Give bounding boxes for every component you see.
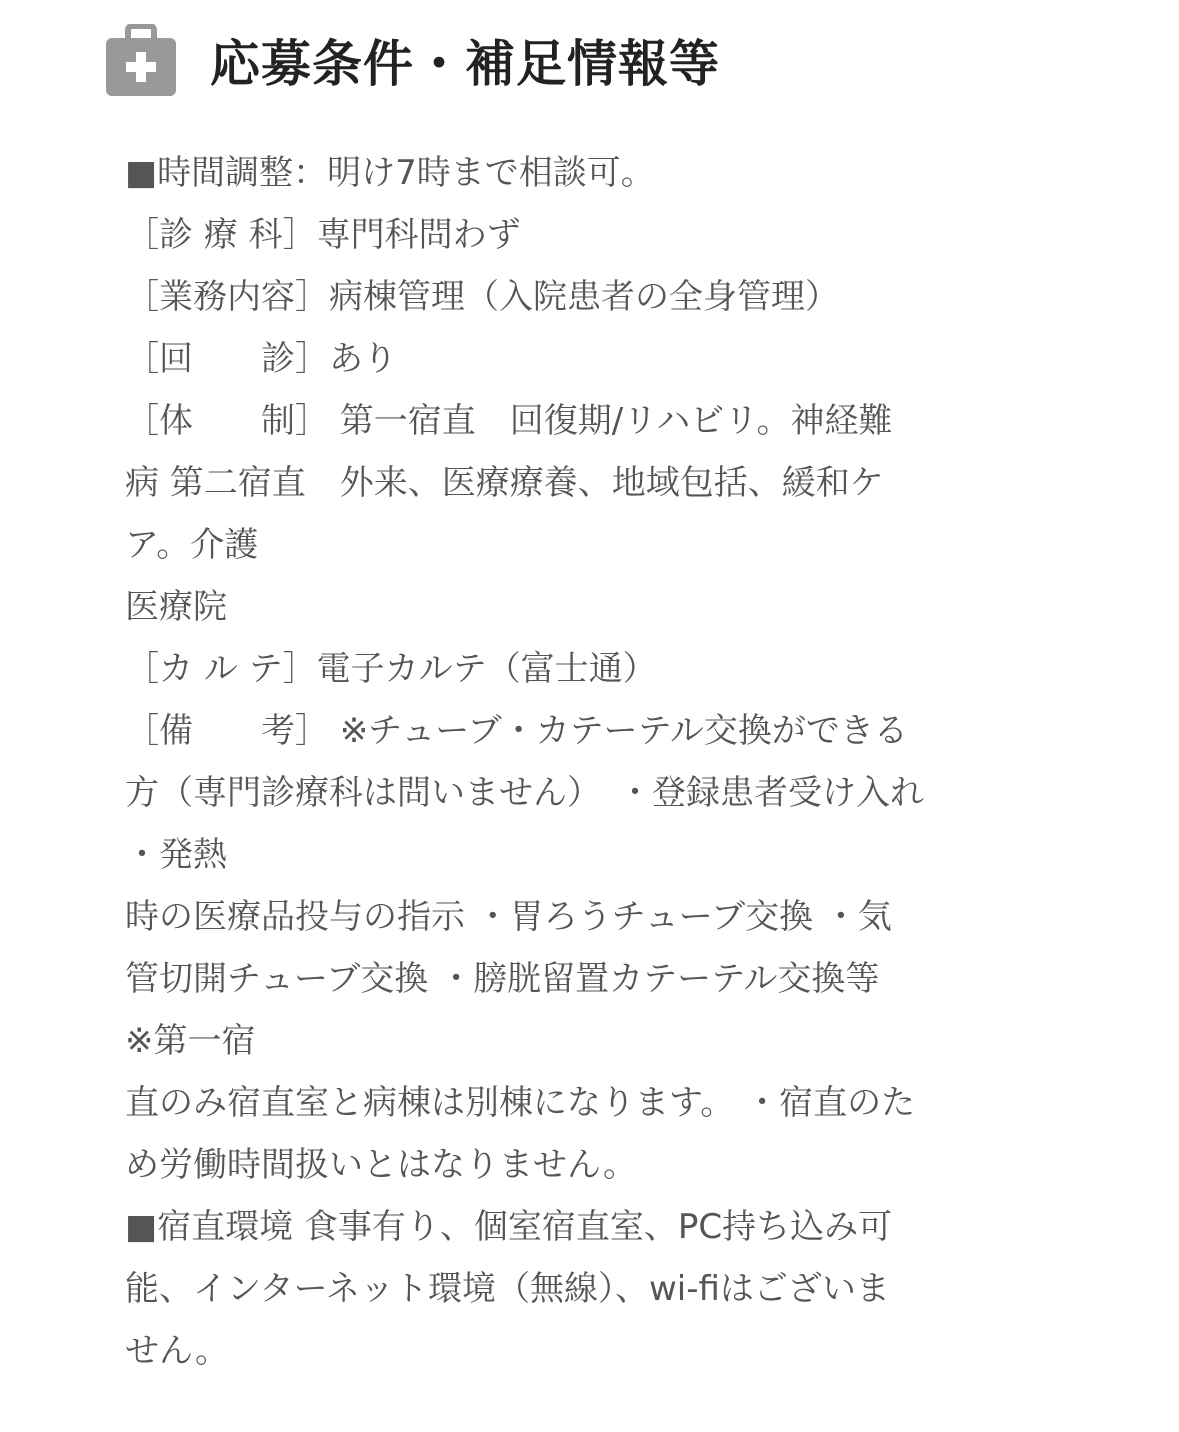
text-line: ［診 療 科］専門科問わず bbox=[125, 215, 521, 255]
text-line: ［備 考］ ※チューブ・カテーテル交換ができる bbox=[125, 711, 908, 751]
conditions-body bbox=[125, 142, 1065, 1382]
text-line: め労働時間扱いとはなりません。 bbox=[125, 1145, 638, 1185]
text-line: ［カ ル テ］電子カルテ（富士通） bbox=[125, 649, 657, 689]
text-line: ※第一宿 bbox=[125, 1021, 256, 1061]
text-line: せん。 bbox=[125, 1331, 230, 1371]
text-line: 直のみ宿直室と病棟は別棟になります。 ・宿直のた bbox=[125, 1083, 916, 1123]
text-line: ■時間調整：明け7時まで相談可。 bbox=[125, 153, 655, 193]
text-line: 時の医療品投与の指示 ・胃ろうチューブ交換 ・気 bbox=[125, 897, 892, 937]
text-line: 能、インターネット環境（無線）、wi-fiはございま bbox=[125, 1269, 890, 1309]
text-line: ［体 制］ 第一宿直 回復期/リハビリ。神経難 bbox=[125, 401, 893, 441]
text-line: 管切開チューブ交換 ・膀胱留置カテーテル交換等 bbox=[125, 959, 880, 999]
text-line: ア。介護 bbox=[125, 525, 259, 565]
text-line: 医療院 bbox=[125, 587, 227, 627]
text-line: 病 第二宿直 外来、医療療養、地域包括、緩和ケ bbox=[125, 463, 884, 503]
text-line: ■宿直環境 食事有り、個室宿直室、PC持ち込み可 bbox=[125, 1207, 893, 1247]
text-line: ・発熱 bbox=[125, 835, 227, 875]
text-line: ［業務内容］病棟管理（入院患者の全身管理） bbox=[125, 277, 839, 317]
section-header bbox=[106, 24, 720, 96]
text-line: 方（専門診療科は問いません） ・登録患者受け入れ bbox=[125, 773, 924, 813]
medical-kit-icon bbox=[106, 24, 176, 96]
section-title: 応募条件・補足情報等 bbox=[210, 35, 720, 93]
text-line: ［回 診］あり bbox=[125, 339, 397, 379]
